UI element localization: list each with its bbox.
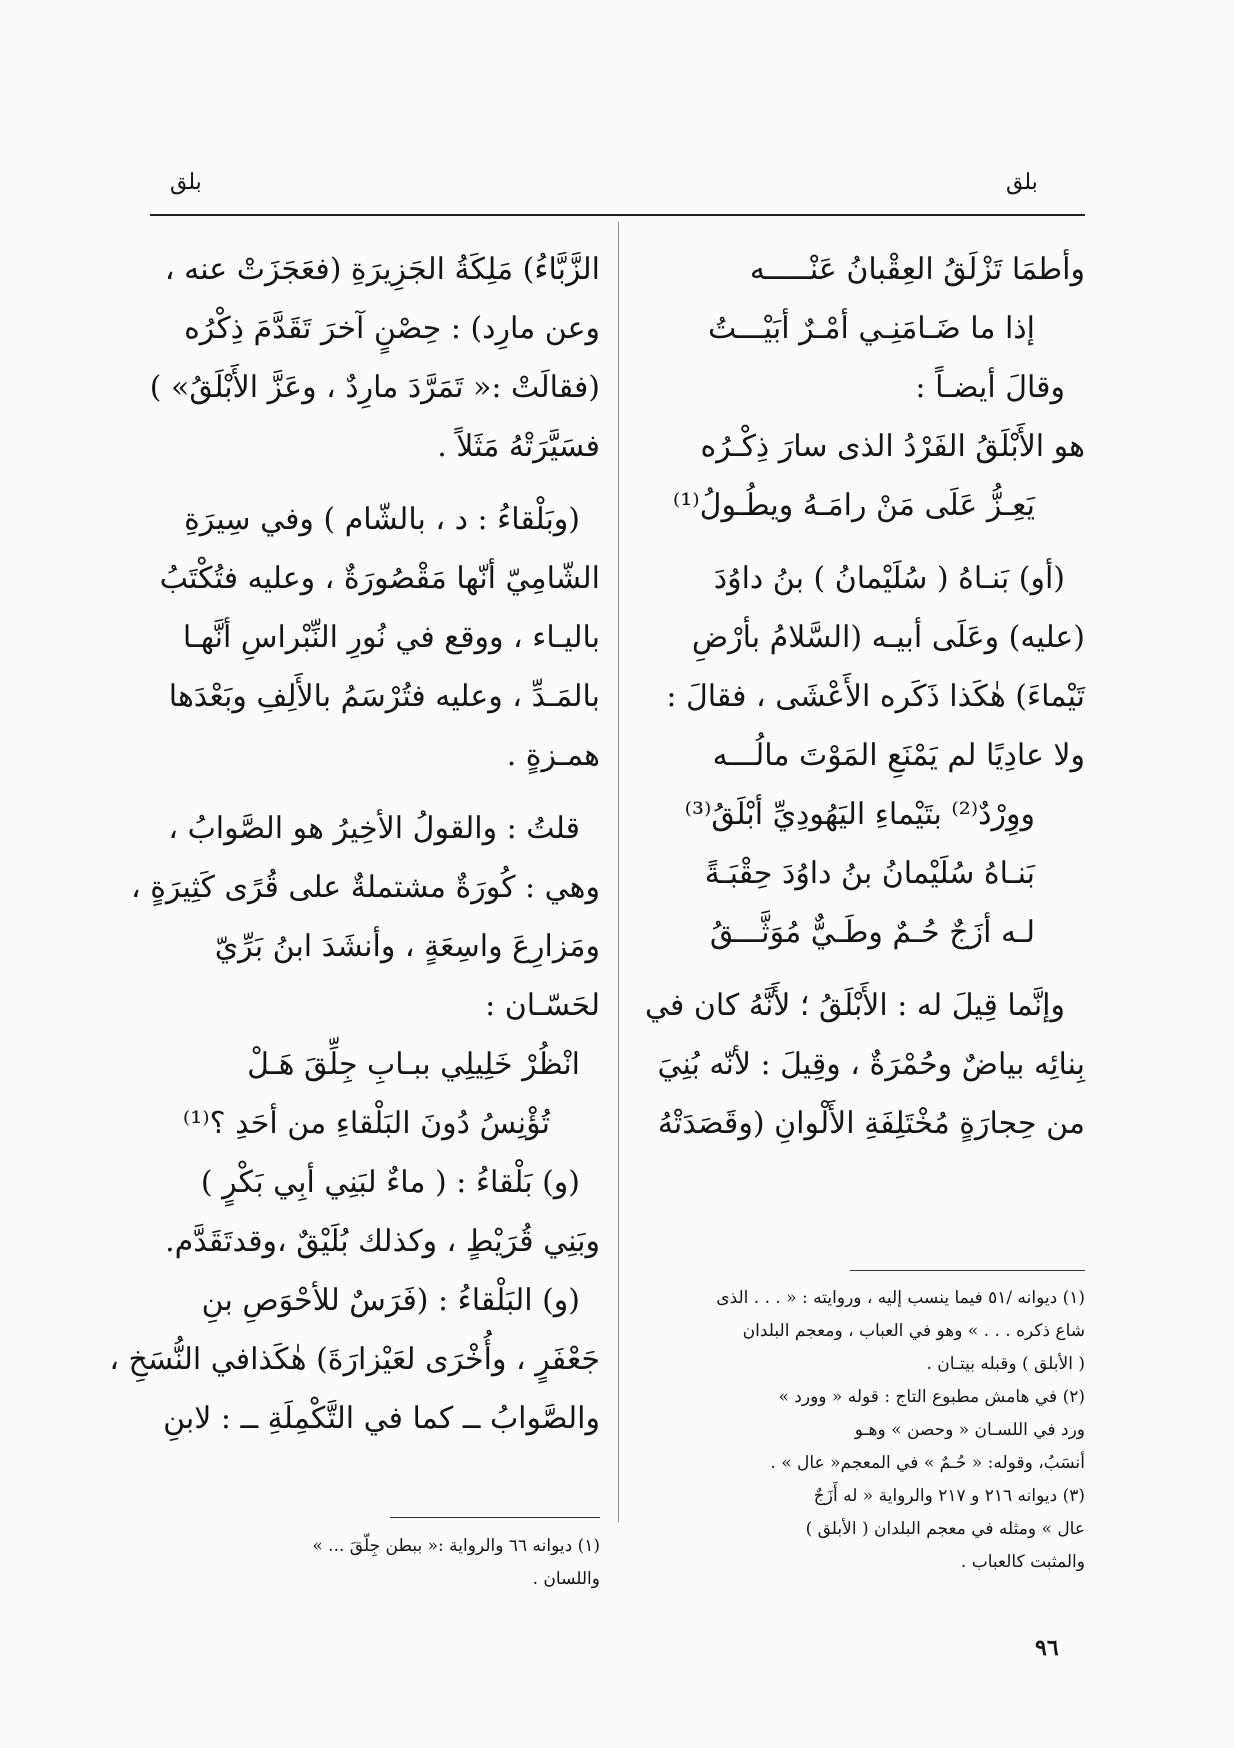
text-line: فسَيَّرَتْهُ مَثَلاً .	[437, 429, 600, 464]
footnote-line: (٣) ديوانه ٢١٦ و ٢١٧ والرواية « له أَزَجٌ	[813, 1486, 1085, 1506]
text-line: باليـاء ، ووقع في نُورِ النِّبْراسِ أنَّهـا	[182, 620, 600, 655]
text-line: إذا ما ضَـامَنِـي أمْـرٌ أبَيْـــتُ	[707, 311, 1035, 346]
text-line: لحَسّـان :	[485, 988, 600, 1023]
text-line: وإنَّما قِيلَ له : الأَبْلَقُ ؛ لأَنَّهُ كان في	[644, 988, 1065, 1023]
text-line: من حِجارَةٍ مُخْتَلِفَةِ الأَلْوانِ (وقَصَدَتْهُ	[657, 1106, 1085, 1141]
footnote-line: ورد في اللسـان « وحصن » وهـو	[854, 1420, 1085, 1440]
text-line: (و) البَلْقاءُ : (فَرَسٌ للأحْوَصِ بنِ	[201, 1283, 580, 1318]
footnotes-left	[312, 1530, 600, 1596]
column-divider	[618, 222, 619, 1522]
text-line: بَنـاهُ سُلَيْمانُ بنُ داوُدَ حِقْبَـةً	[704, 856, 1035, 891]
text-line: (أو) بَنـاهُ ( سُلَيْمانُ ) بنُ داوُدَ	[713, 561, 1065, 596]
text-line: تَيْماءَ) هٰكَذا ذَكَره الأَعْشَى ، فقالَ :	[666, 679, 1085, 714]
text-line: وأطمَا تَزْلَقُ العِقْبانُ عَنْـــــه	[749, 252, 1085, 287]
text-line: ولا عادِيًا لم يَمْنَعِ المَوْتَ مالُـــه	[712, 738, 1085, 773]
right-column	[640, 240, 1085, 1153]
text-line: ووِرْدٌ⁽²⁾ بتَيْماءِ اليَهُودِيِّ أبْلَقُ⁽³⁾	[684, 797, 1035, 832]
text-line: وقالَ أيضـاً :	[915, 370, 1065, 405]
running-header-left: بلق	[170, 170, 202, 195]
page-number: ٩٦	[1035, 1635, 1059, 1661]
text-line: ومَزارِعَ واسِعَةٍ ، وأنشَدَ ابنُ بَرِّيّ	[214, 929, 600, 964]
footnote-line: (١) ديوانه ٦٦ والرواية :« ببطن جِلّقَ ... »	[312, 1536, 600, 1556]
text-line: (و) بَلْقاءُ : ( ماءٌ لبَنِي أبِي بَكْرٍ )	[200, 1165, 580, 1200]
text-line: جَعْفَرٍ ، وأُخْرَى لعَيْزارَةَ) هٰكَذافي النُّسَخِ ،	[109, 1342, 600, 1377]
footnote-line: عال » ومثله في معجم البلدان ( الأبلق )	[805, 1519, 1085, 1539]
text-line: يَعِـزُّ عَلَى مَنْ رامَـهُ ويطُـولُ⁽¹⁾	[672, 488, 1035, 523]
verse-line: تُؤْنِسُ دُونَ البَلْقاءِ من أحَدِ ؟⁽¹⁾	[182, 1106, 550, 1141]
footnote-line: ( الأبلق ) وقبله بيتـان .	[926, 1354, 1085, 1374]
text-line: (عليه) وعَلَى أبيـه (السَّلامُ بأرْضِ	[691, 620, 1085, 655]
text-line: والصَّوابُ ــ كما في التَّكْمِلَةِ ــ : لابنِ	[163, 1401, 600, 1436]
footnote-line: والمثبت كالعباب .	[960, 1552, 1085, 1572]
text-line: الزَّبَّاءُ) مَلِكَةُ الجَزِيرَةِ (فعَجَزَتْ عنه ،	[164, 252, 600, 287]
text-line: وعن مارِد) : حِصْنٍ آخرَ تَقَدَّمَ ذِكْرُه	[184, 311, 600, 346]
text-line: (وبَلْقاءُ : د ، بالشّام ) وفي سِيرَةِ	[184, 502, 580, 537]
text-line: هو الأَبْلَقُ الفَرْدُ الذى سارَ ذِكْـرُه	[700, 429, 1085, 464]
header-rule	[150, 214, 1085, 216]
text-line: وهي : كُورَةٌ مشتملةٌ على قُرًى كَثِيرَةٍ ،	[131, 870, 600, 905]
footnote-line: (١) ديوانه /٥١ فيما ينسب إليه ، وروايته : « . . . الذى	[716, 1288, 1085, 1308]
text-line: لـه أزَجٌ حُـمٌ وطَـيٌّ مُوَثَّـــقُ	[709, 915, 1035, 950]
text-line: وبَنِي قُرَيْطٍ ، وكذلك بُلَيْقٌ ،وقدتَقَدَّم.	[165, 1224, 600, 1259]
text-line: همـزةٍ .	[506, 738, 600, 773]
text-line: الشّامِيّ أنّها مَقْصُورَةٌ ، وعليه فتُكْتَبُ	[159, 561, 600, 596]
footnote-rule-left	[390, 1517, 600, 1518]
footnote-line: أنسَبُ، وقوله: « حُـمٌ » في المعجم« عال » .	[770, 1453, 1085, 1473]
footnote-line: شاع ذكره . . . » وهو في العباب ، ومعجم البلدان	[742, 1321, 1085, 1341]
text-line: (فقالَتْ :« تَمَرَّدَ مارِدٌ ، وعَزَّ الأَبْلَقُ» )	[149, 370, 600, 405]
footnote-rule-right	[850, 1270, 1085, 1271]
running-header-right: بلق	[1006, 170, 1038, 195]
text-line: بالمَـدِّ ، وعليه فتُرْسَمُ بالأَلِفِ وبَعْدَها	[168, 679, 600, 714]
footnote-line: واللسان .	[532, 1569, 600, 1589]
text-line: بِنائِه بياضٌ وحُمْرَةٌ ، وقِيلَ : لأنّه بُنِيَ	[657, 1047, 1085, 1082]
footnote-line: (٢) في هامش مطبوع التاج : قوله « وورد »	[778, 1387, 1085, 1407]
verse-line: انْظُرْ خَلِيلِي ببـابِ جِلِّقَ هَـلْ	[247, 1047, 580, 1082]
left-column	[109, 240, 600, 1448]
text-line: قلتُ : والقولُ الأخِيرُ هو الصَّوابُ ،	[168, 811, 580, 846]
footnotes-right	[640, 1282, 1085, 1579]
